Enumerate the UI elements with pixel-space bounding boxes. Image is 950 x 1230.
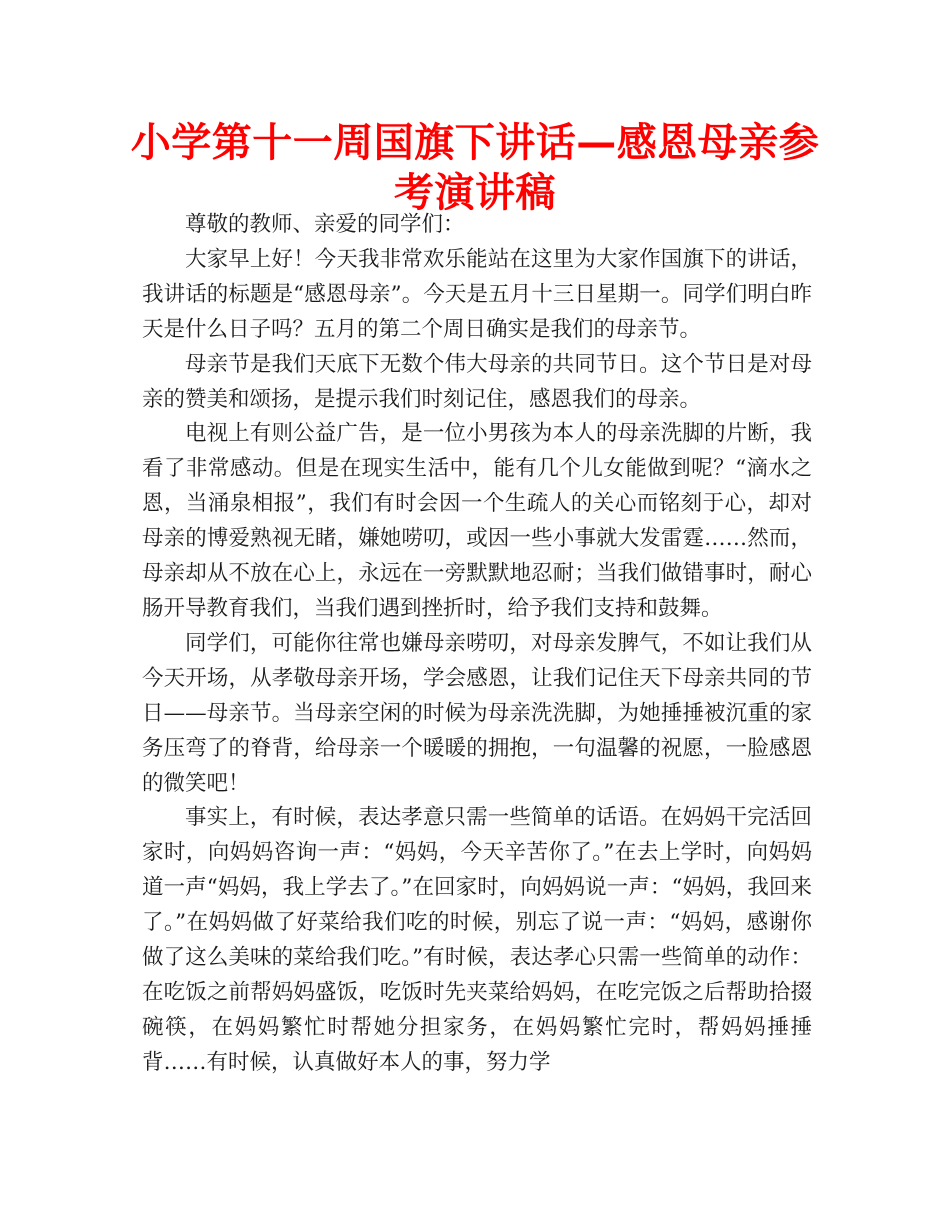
document-body (142, 208, 812, 1081)
paragraph-salutation: 尊敬的教师、亲爱的同学们： (185, 212, 465, 237)
paragraph: 同学们，可能你往常也嫌母亲唠叨，对母亲发脾气，不如让我们从今天开场，从孝敬母亲开场，学会感恩，让我们记住天下母亲共同的节日——母亲节。当母亲空闲的时候为母亲洗洗脚，为她捶捶被沉重的家务压弯了的脊背，给母亲一个暖暖的拥抱，一句温馨的祝愿，一脸感恩的微笑吧！ (142, 630, 812, 796)
paragraph: 事实上，有时候，表达孝意只需一些简单的话语。在妈妈干完活回家时，向妈妈咨询一声：“妈妈，今天辛苦你了。”在去上学时，向妈妈道一声“妈妈，我上学去了。”在回家时，向妈妈说一声：“妈妈，我回来了。”在妈妈做了好菜给我们吃的时候，别忘了说一声：“妈妈，感谢你做了这么美味的菜给我们吃。”有时候，表达孝心只需一些简单的动作：在吃饭之前帮妈妈盛饭，吃饭时先夹菜给妈妈，在吃完饭之后帮助拾掇碗筷，在妈妈繁忙时帮她分担家务，在妈妈繁忙完时，帮妈妈捶捶背……有时候，认真做好本人的事，努力学 (142, 805, 812, 1075)
paragraph: 大家早上好！今天我非常欢乐能站在这里为大家作国旗下的讲话，我讲话的标题是“感恩母亲”。今天是五月十三日星期一。同学们明白昨天是什么日子吗？五月的第二个周日确实是我们的母亲节。 (142, 246, 812, 342)
paragraph: 电视上有则公益广告，是一位小男孩为本人的母亲洗脚的片断，我看了非常感动。但是在现实生活中，能有几个儿女能做到呢？“滴水之恩，当涌泉相报”，我们有时会因一个生疏人的关心而铭刻于心，却对母亲的博爱熟视无睹，嫌她唠叨，或因一些小事就大发雷霆……然而，母亲却从不放在心上，永远在一旁默默地忍耐；当我们做错事时，耐心肠开导教育我们，当我们遇到挫折时，给予我们支持和鼓舞。 (142, 421, 812, 621)
document-title: 小学第十一周国旗下讲话—感恩母亲参考演讲稿 (130, 120, 820, 216)
paragraph: 母亲节是我们天底下无数个伟大母亲的共同节日。这个节日是对母亲的赞美和颂扬，是提示我们时刻记住，感恩我们的母亲。 (142, 351, 812, 412)
